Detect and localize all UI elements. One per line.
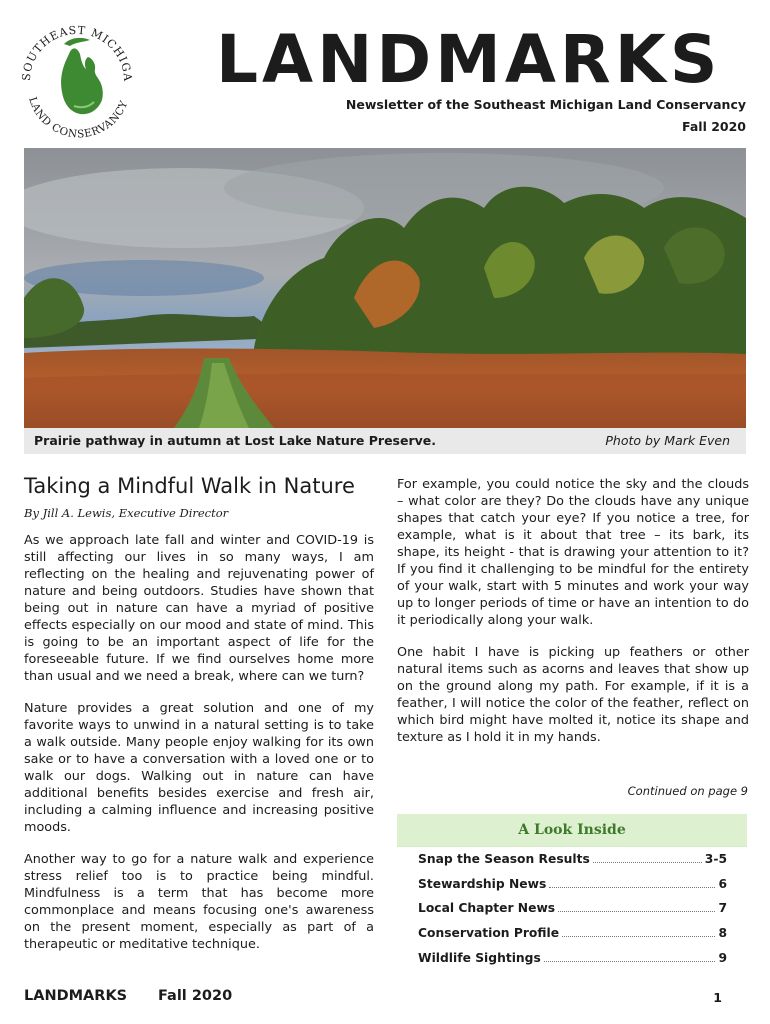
toc-page: 9 [718,950,727,965]
toc-item-stewardship-news[interactable] [418,877,727,902]
logo-text-top: SOUTHEAST MICHIGA [19,23,135,83]
toc-leader [544,961,716,962]
newsletter-subtitle: Newsletter of the Southeast Michigan Land Conservancy [345,97,746,112]
toc-label: Local Chapter News [418,901,556,916]
toc-leader [562,936,715,937]
logo-text-bottom: LAND CONSERVANCY [26,95,131,140]
article-headline: Taking a Mindful Walk in Nature [24,474,355,498]
paragraph: One habit I have is picking up feathers or other natural items such as acorns and leaves that show up on the ground along my path. For example, if it is a feather, I will notice the color of the feather, reflect on which bird might have molted it, notice its shape and texture as I hold it in my hands. [397,645,749,745]
footer-title: LANDMARKS [24,988,128,1004]
toc-page: 7 [718,901,727,916]
toc-label: Conservation Profile [418,926,560,941]
paragraph: As we approach late fall and winter and COVID-19 is still affecting our lives in so many ways, I am reflecting on the healing and rejuvenating power of nature and being outdoors. Studies have shown that being out in nature can have a myriad of positive effects especially on our mood and state of mind. This is going to be an important aspect of life for the foreseeable future. If we find ourselves home more than usual and we need a break, where can we turn? [24,533,374,684]
paragraph: For example, you could notice the sky and the clouds – what color are they? Do the clouds have any unique shapes that catch your eye? If you notice a tree, for example, what is it about that tree – its bark, its shape, its height - that is drawing your attention to it? If you find it challenging to be mindful for the entirety of your walk, start with 5 minutes and work your way up to longer periods of time or have an intention to do it periodically along your walk. [397,477,749,628]
toc-item-snap-the-season[interactable] [418,852,727,877]
table-of-contents [397,847,747,975]
look-inside-box [397,814,747,974]
paragraph: Nature provides a great solution and one of my favorite ways to unwind in a natural setting is to take a walk outside. Many people enjoy walking for its own sake or to have a conversation with a loved one or to walk our dogs. Walking out in nature can have additional benefits besides exercise and fresh air, including a calming influence and increasing positive moods. [24,701,374,835]
toc-label: Wildlife Sightings [418,950,541,965]
look-inside-title: A Look Inside [518,822,626,838]
article-byline: By Jill A. Lewis, Executive Director [24,506,229,520]
continued-link[interactable]: Continued on page 9 [627,784,748,798]
toc-label: Stewardship News [418,876,547,891]
look-inside-header [397,814,747,847]
toc-leader [549,887,715,888]
michigan-map-icon [61,48,103,114]
newsletter-title: LANDMARKS [216,21,722,98]
toc-label: Snap the Season Results [418,852,590,866]
article-column-left [24,532,374,968]
toc-item-wildlife-sightings[interactable] [418,951,727,976]
toc-page: 3-5 [704,852,727,866]
toc-leader [593,862,702,863]
toc-leader [558,911,715,912]
paragraph: Another way to go for a nature walk and experience stress relief too is to practice being mindful. Mindfulness is a term that has become more commonplace and means focusing one's awareness on the present moment, especially as part of a therapeutic or meditative technique. [24,852,374,952]
prairie-photo [24,148,746,428]
toc-item-local-chapter-news[interactable] [418,901,727,926]
conservancy-logo [14,14,140,140]
article-column-right [397,476,749,761]
photo-credit: Photo by Mark Even [605,433,730,448]
photo-caption: Prairie pathway in autumn at Lost Lake Nature Preserve. [34,433,437,448]
page-number: 1 [713,990,722,1005]
issue-label: Fall 2020 [682,119,746,134]
photo-caption-bar [24,428,746,454]
toc-page: 8 [718,926,727,941]
footer-issue: Fall 2020 [158,988,233,1004]
toc-page: 6 [718,876,727,891]
toc-item-conservation-profile[interactable] [418,926,727,951]
